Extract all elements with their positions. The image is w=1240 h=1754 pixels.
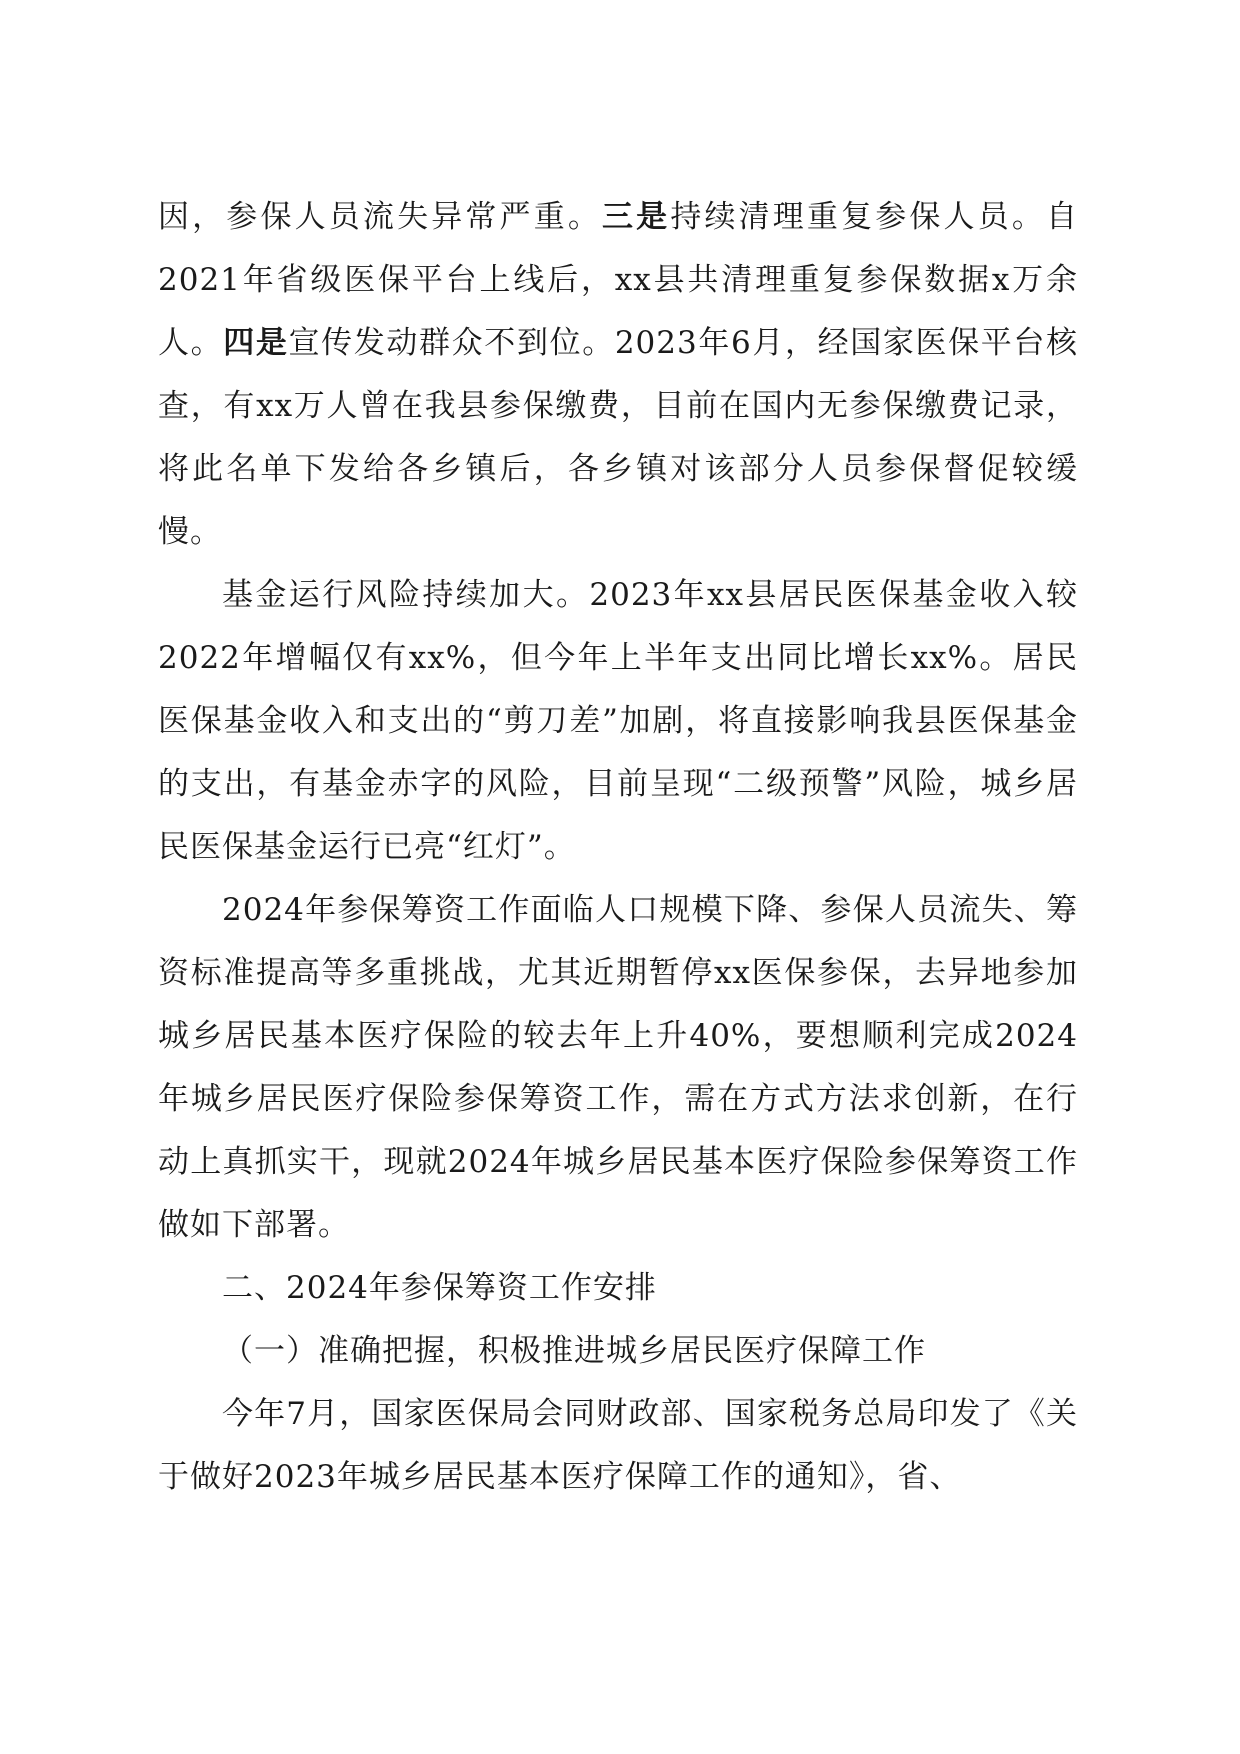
paragraph-text: 因，参保人员流失异常严重。 [158,199,602,235]
emphasis-third-point: 三是 [602,199,671,235]
section-heading-2: 二、2024年参保筹资工作安排 [222,1270,657,1306]
paragraph-national-notice: 今年7月，国家医保局会同财政部、国家税务总局印发了《关于做好2023年城乡居民基本医疗保障工作的通知》，省、 [158,1396,1078,1495]
paragraph-insured-loss [158,186,1078,564]
paragraph-fund-risk: 基金运行风险持续加大。2023年xx县居民医保基金收入较2022年增幅仅有xx%，但今年上半年支出同比增长xx%。居民医保基金收入和支出的“剪刀差”加剧，将直接影响我县医保基金的支出，有基金赤字的风险，目前呈现“二级预警”风险，城乡居民医保基金运行已亮“红灯”。 [158,577,1078,865]
paragraph-2024-challenges: 2024年参保筹资工作面临人口规模下降、参保人员流失、筹资标准提高等多重挑战，尤其近期暂停xx医保参保，去异地参加城乡居民基本医疗保险的较去年上升40%，要想顺利完成2024年城乡居民医疗保险参保筹资工作，需在方式方法求创新，在行动上真抓实干，现就2024年城乡居民基本医疗保险参保筹资工作做如下部署。 [158,892,1078,1243]
paragraph-text: 持续清理重复参保人员。自2021年省级医保平台上线后，xx县共清理重复参保数据x万余人。 [158,199,1079,361]
subsection-heading-2-1: （一）准确把握，积极推进城乡居民医疗保障工作 [222,1333,926,1369]
document-page [158,186,1078,1509]
paragraph-text: 宣传发动群众不到位。2023年6月，经国家医保平台核查，有xx万人曾在我县参保缴费，目前在国内无参保缴费记录，将此名单下发给各乡镇后，各乡镇对该部分人员参保督促较缓慢。 [158,325,1079,550]
emphasis-fourth-point: 四是 [223,325,289,361]
